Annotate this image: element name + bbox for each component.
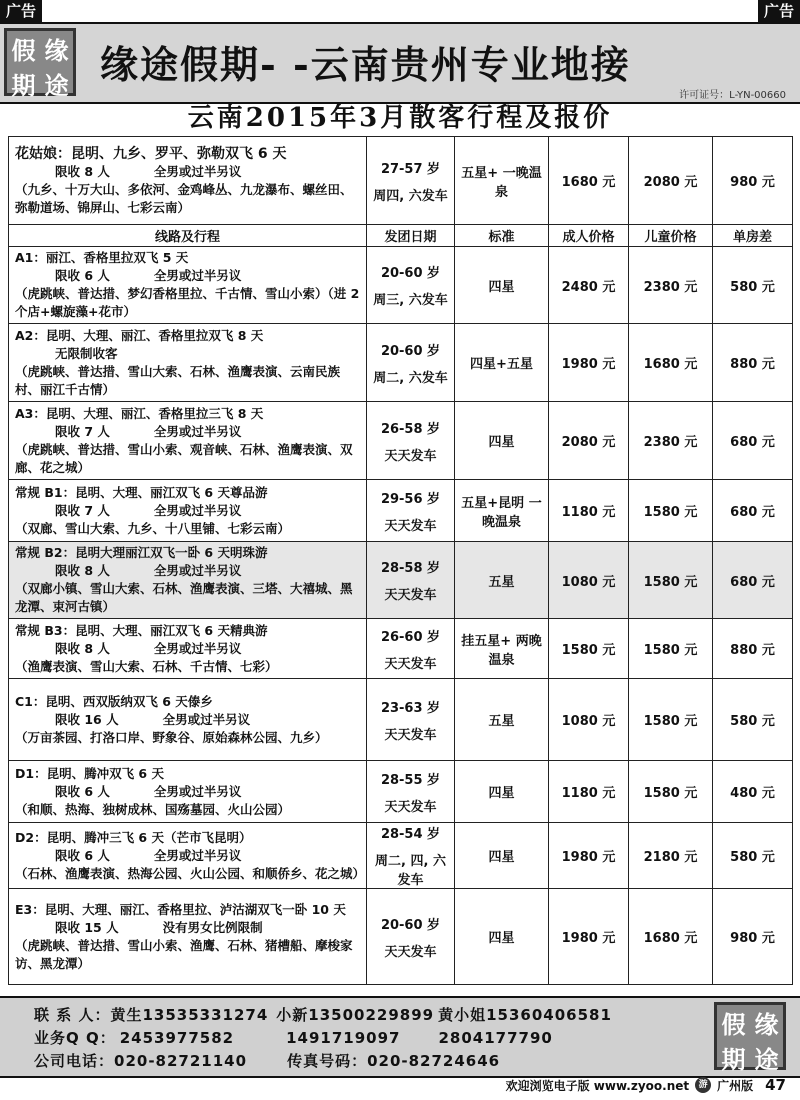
route-cell: D1：昆明、腾冲双飞 6 天 限收 6 人 全男或过半另议 （和顺、热海、独树成林、国殇墓园、火山公园） [9, 761, 367, 823]
route-cell: 花姑娘：昆明、九乡、罗平、弥勒双飞 6 天 限收 8 人 全男或过半另议 （九乡、十万大山、多依河、金鸡峰丛、九龙瀑布、螺丝田、弥勒道场、锦屏山、七彩云南） [9, 137, 367, 225]
single-supplement-cell: 580 元 [713, 679, 793, 761]
welcome-text: 欢迎浏览电子版 www.zyoo.net [505, 1078, 690, 1093]
banner-title: 缘途假期- -云南贵州专业地接 [100, 42, 631, 87]
single-supplement-cell: 580 元 [713, 247, 793, 324]
child-price-cell: 1580 元 [629, 761, 713, 823]
single-supplement-cell: 580 元 [713, 823, 793, 889]
child-price-cell: 2380 元 [629, 402, 713, 480]
page-title: 云南2015年3月散客行程及报价 [187, 103, 613, 133]
itinerary-row [9, 761, 793, 823]
license-number: 许可证号：L-YN-00660 [679, 90, 786, 101]
route-cell: 常规 B2：昆明大理丽江双飞一卧 6 天明珠游 限收 8 人 全男或过半另议 （双廊小镇、雪山大索、石林、渔鹰表演、三塔、大禧城、黑龙潭、束河古镇） [9, 542, 367, 619]
child-price-cell: 1580 元 [629, 542, 713, 619]
adult-price-cell: 1180 元 [549, 761, 629, 823]
standard-cell: 挂五星+ 两晚温泉 [455, 619, 549, 679]
child-price-cell: 2380 元 [629, 247, 713, 324]
page-number: 47 [765, 1076, 786, 1094]
header-row [9, 225, 793, 247]
route-cell: 常规 B1：昆明、大理、丽江双飞 6 天尊品游 限收 7 人 全男或过半另议 （双廊、雪山大索、九乡、十八里铺、七彩云南） [9, 480, 367, 542]
single-supplement-cell: 880 元 [713, 619, 793, 679]
departure-cell: 28-54 岁 周二, 四, 六发车 [367, 823, 455, 889]
contact-footer [0, 996, 800, 1078]
route-cell: A3：昆明、大理、丽江、香格里拉三飞 8 天 限收 7 人 全男或过半另议 （虎跳峡、普达措、雪山小索、观音峡、石林、渔鹰表演、双廊、花之城） [9, 402, 367, 480]
banner [0, 22, 800, 104]
route-cell: E3：昆明、大理、丽江、香格里拉、泸沽湖双飞一卧 10 天 限收 15 人 没有男女比例限制 （虎跳峡、普达措、雪山小索、渔鹰、石林、猪槽船、摩梭家访、黑龙潭） [9, 889, 367, 985]
route-cell: A1：丽江、香格里拉双飞 5 天 限收 6 人 全男或过半另议 （虎跳峡、普达措、梦幻香格里拉、千古情、雪山小索）（进 2 个店+螺旋藻+花市） [9, 247, 367, 324]
logo-seal-left: 假 缘 期 途 [4, 28, 76, 96]
departure-cell: 26-58 岁 天天发车 [367, 402, 455, 480]
adult-price-cell: 1580 元 [549, 619, 629, 679]
standard-cell: 五星+昆明 一晚温泉 [455, 480, 549, 542]
standard-cell: 五星 [455, 679, 549, 761]
itinerary-table [8, 136, 793, 985]
standard-cell: 四星+五星 [455, 324, 549, 402]
standard-cell: 四星 [455, 402, 549, 480]
itinerary-row [9, 402, 793, 480]
standard-cell: 五星 [455, 542, 549, 619]
itinerary-row [9, 823, 793, 889]
adult-price-cell: 2080 元 [549, 402, 629, 480]
adult-price-cell: 1980 元 [549, 823, 629, 889]
adult-price-cell: 1980 元 [549, 324, 629, 402]
itinerary-row [9, 324, 793, 402]
adult-price-cell: 1080 元 [549, 679, 629, 761]
child-price-cell: 1680 元 [629, 889, 713, 985]
child-price-cell: 1580 元 [629, 679, 713, 761]
header-date: 发团日期 [367, 225, 455, 247]
child-price-cell: 1680 元 [629, 324, 713, 402]
qq-line: 业务Q Q： 2453977582 1491719097 2804177790 [34, 1029, 553, 1047]
site-badge-icon: 游 [695, 1077, 711, 1093]
route-cell: A2：昆明、大理、丽江、香格里拉双飞 8 天 无限制收客 （虎跳峡、普达措、雪山大索、石林、渔鹰表演、云南民族村、丽江千古情） [9, 324, 367, 402]
header-route: 线路及行程 [9, 225, 367, 247]
standard-cell: 四星 [455, 823, 549, 889]
single-supplement-cell: 680 元 [713, 480, 793, 542]
single-supplement-cell: 480 元 [713, 761, 793, 823]
header-adult: 成人价格 [549, 225, 629, 247]
departure-cell: 29-56 岁 天天发车 [367, 480, 455, 542]
single-supplement-cell: 680 元 [713, 542, 793, 619]
edition-label: 广州版 [717, 1078, 754, 1093]
itinerary-row [9, 889, 793, 985]
header-standard: 标准 [455, 225, 549, 247]
adult-price-cell: 1680 元 [549, 137, 629, 225]
itinerary-row [9, 247, 793, 324]
logo-seal-right: 假 缘 期 途 [714, 1002, 786, 1070]
adult-price-cell: 1980 元 [549, 889, 629, 985]
standard-cell: 五星+ 一晚温泉 [455, 137, 549, 225]
contact-line: 联 系 人：黄生13535331274 小新13500229899 黄小姐15360406581 [34, 1006, 612, 1024]
standard-cell: 四星 [455, 761, 549, 823]
single-supplement-cell: 880 元 [713, 324, 793, 402]
phone-line: 公司电话：020-82721140 传真号码：020-82724646 [34, 1052, 501, 1070]
route-cell: C1：昆明、西双版纳双飞 6 天傣乡 限收 16 人 全男或过半另议 （万亩茶园、打洛口岸、野象谷、原始森林公园、九乡） [9, 679, 367, 761]
departure-cell: 28-55 岁 天天发车 [367, 761, 455, 823]
bottom-bar [506, 1076, 786, 1094]
departure-cell: 20-60 岁 天天发车 [367, 889, 455, 985]
departure-cell: 28-58 岁 天天发车 [367, 542, 455, 619]
route-cell: 常规 B3：昆明、大理、丽江双飞 6 天精典游 限收 8 人 全男或过半另议 （渔鹰表演、雪山大索、石林、千古情、七彩） [9, 619, 367, 679]
ad-label-left: 广告 [0, 0, 42, 22]
adult-price-cell: 2480 元 [549, 247, 629, 324]
child-price-cell: 1580 元 [629, 619, 713, 679]
adult-price-cell: 1080 元 [549, 542, 629, 619]
itinerary-row [9, 679, 793, 761]
departure-cell: 23-63 岁 天天发车 [367, 679, 455, 761]
child-price-cell: 2180 元 [629, 823, 713, 889]
ad-label-right: 广告 [758, 0, 800, 22]
route-cell: D2：昆明、腾冲三飞 6 天（芒市飞昆明） 限收 6 人 全男或过半另议 （石林、渔鹰表演、热海公园、火山公园、和顺侨乡、花之城） [9, 823, 367, 889]
header-child: 儿童价格 [629, 225, 713, 247]
child-price-cell: 1580 元 [629, 480, 713, 542]
departure-cell: 20-60 岁 周二, 六发车 [367, 324, 455, 402]
departure-cell: 20-60 岁 周三, 六发车 [367, 247, 455, 324]
child-price-cell: 2080 元 [629, 137, 713, 225]
standard-cell: 四星 [455, 889, 549, 985]
single-supplement-cell: 980 元 [713, 137, 793, 225]
itinerary-row [9, 542, 793, 619]
itinerary-row [9, 619, 793, 679]
header-single: 单房差 [713, 225, 793, 247]
departure-cell: 26-60 岁 天天发车 [367, 619, 455, 679]
standard-cell: 四星 [455, 247, 549, 324]
itinerary-row [9, 137, 793, 225]
single-supplement-cell: 980 元 [713, 889, 793, 985]
single-supplement-cell: 680 元 [713, 402, 793, 480]
itinerary-row [9, 480, 793, 542]
departure-cell: 27-57 岁 周四, 六发车 [367, 137, 455, 225]
adult-price-cell: 1180 元 [549, 480, 629, 542]
